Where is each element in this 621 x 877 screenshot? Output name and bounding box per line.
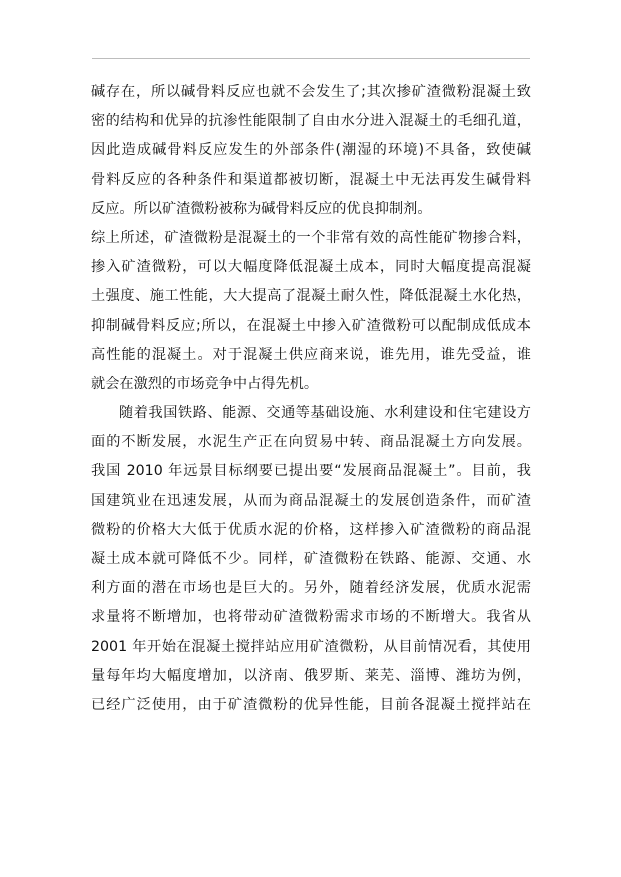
text-line: 面的不断发展，水泥生产正在向贸易中转、商品混凝土方向发展。 — [91, 434, 531, 451]
text-line: 碱存在，所以碱骨料反应也就不会发生了;其次掺矿渣微粉混凝土致 — [91, 84, 531, 100]
text-line: 综上所述，矿渣微粉是混凝土的一个非常有效的高性能矿物掺合料， — [91, 229, 531, 246]
text-line: 量每年均大幅度增加，以济南、俄罗斯、莱芜、淄博、潍坊为例， — [91, 667, 531, 684]
text-line: 抑制碱骨料反应;所以，在混凝土中掺入矿渣微粉可以配制成低成本 — [91, 317, 531, 334]
text-line: 就会在激烈的市场竞争中占得先机。 — [91, 375, 319, 392]
paragraph-3 — [91, 399, 531, 720]
text-line: 2001 年开始在混凝土搅拌站应用矿渣微粉，从目前情况看，其使用 — [91, 638, 531, 655]
text-line: 骨料反应的各种条件和渠道都被切断，混凝土中无法再发生碱骨料 — [91, 171, 531, 188]
text-line: 利方面的潜在市场也是巨大的。另外，随着经济发展，优质水泥需 — [91, 580, 531, 597]
paragraph-2 — [91, 224, 531, 399]
paragraph-1 — [91, 78, 531, 224]
document-body — [91, 78, 531, 720]
text-line: 国建筑业在迅速发展，从而为商品混凝土的发展创造条件，而矿渣 — [91, 492, 531, 509]
text-line: 掺入矿渣微粉，可以大幅度降低混凝土成本，同时大幅度提高混凝 — [91, 259, 531, 276]
text-line: 我国 2010 年远景目标纲要已提出要“发展商品混凝土”。目前，我 — [91, 463, 531, 480]
text-line: 反应。所以矿渣微粉被称为碱骨料反应的优良抑制剂。 — [91, 200, 432, 217]
text-line: 已经广泛使用，由于矿渣微粉的优异性能，目前各混凝土搅拌站在 — [91, 696, 531, 713]
text-line: 因此造成碱骨料反应发生的外部条件(潮湿的环境)不具备，致使碱 — [91, 142, 531, 159]
text-line: 高性能的混凝土。对于混凝土供应商来说，谁先用，谁先受益，谁 — [91, 346, 531, 363]
text-line: 求量将不断增加，也将带动矿渣微粉需求市场的不断增大。我省从 — [91, 609, 531, 626]
text-line: 微粉的价格大大低于优质水泥的价格，这样掺入矿渣微粉的商品混 — [91, 521, 531, 538]
text-line: 随着我国铁路、能源、交通等基础设施、水利建设和住宅建设方 — [119, 405, 531, 422]
header-rule — [92, 58, 530, 59]
text-line: 密的结构和优异的抗渗性能限制了自由水分进入混凝土的毛细孔道， — [91, 113, 531, 130]
text-line: 土强度、施工性能，大大提高了混凝土耐久性，降低混凝土水化热， — [91, 288, 531, 305]
text-line: 凝土成本就可降低不少。同样，矿渣微粉在铁路、能源、交通、水 — [91, 551, 531, 567]
